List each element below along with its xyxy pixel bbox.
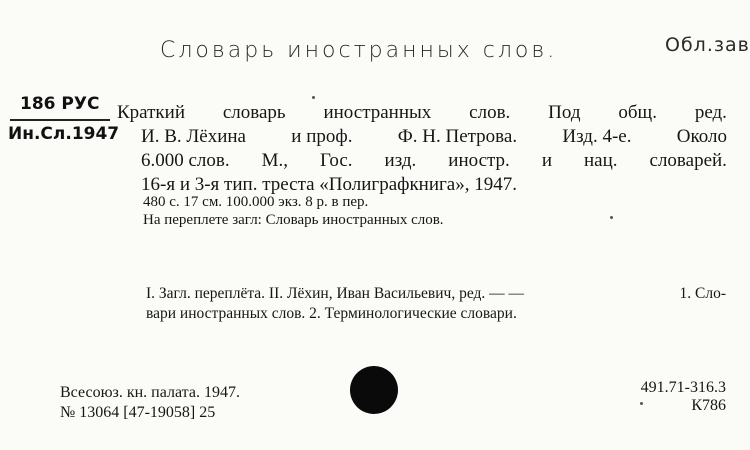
physical-description (143, 193, 444, 229)
handwritten-corner-note: Обл.зав (665, 34, 750, 56)
word: 6.000 слов. (141, 150, 230, 171)
handwritten-title: Словарь иностранных слов. (160, 38, 558, 63)
imprint-text: 16-я и 3-я тип. треста «Полиграфкнига», 1947. (141, 174, 517, 195)
word: иностранных (323, 102, 432, 123)
description-line-3 (117, 149, 727, 173)
tracings-text: I. Загл. переплёта. II. Лёхин, Иван Васильевич, ред. — — (146, 285, 525, 302)
binding-note-line: На переплете загл: Словарь иностранных слов. (143, 212, 444, 228)
tracings-line-1 (146, 284, 726, 304)
word: Краткий (117, 102, 185, 123)
word: словарь (222, 102, 286, 123)
word: иностр. (448, 150, 510, 171)
tracings (146, 284, 726, 324)
speck (312, 96, 315, 99)
bibliographic-description (117, 101, 727, 197)
word: Около (676, 126, 727, 147)
word: И. В. Лёхина (141, 126, 246, 147)
chamber-imprint (60, 383, 240, 423)
description-line-1 (117, 101, 727, 125)
word: изд. (384, 150, 417, 171)
word: Под (548, 102, 581, 123)
word: Ф. Н. Петрова. (397, 126, 518, 147)
tracings-text: 1. Сло- (679, 285, 726, 302)
word: ред. (694, 102, 727, 123)
word: и проф. (291, 126, 353, 147)
word: Изд. 4-е. (562, 126, 632, 147)
chamber-line: Всесоюз. кн. палата. 1947. (60, 384, 240, 401)
collation-line: 480 с. 17 см. 100.000 экз. 8 р. в пер. (143, 194, 369, 210)
author-mark: К786 (691, 397, 726, 414)
classification (626, 379, 726, 415)
word: слов. (469, 102, 511, 123)
speck (640, 402, 643, 405)
shelf-code-2: Ин.Сл.1947 (8, 124, 120, 144)
description-line-2 (117, 125, 727, 149)
word: М., (261, 150, 289, 171)
word: общ. (618, 102, 657, 123)
shelf-code-1: 186 РУС (20, 94, 100, 114)
word: Гос. (320, 150, 353, 171)
card-punch-hole (350, 366, 398, 414)
speck (610, 216, 613, 219)
word: и (541, 150, 552, 171)
tracings-line-2: вари иностранных слов. 2. Терминологические словари. (146, 305, 517, 322)
divider (10, 119, 110, 121)
word: словарей. (649, 150, 727, 171)
word: нац. (583, 150, 618, 171)
card-number-line: № 13064 [47-19058] 25 (60, 404, 216, 421)
udc-code: 491.71-316.3 (640, 379, 726, 396)
